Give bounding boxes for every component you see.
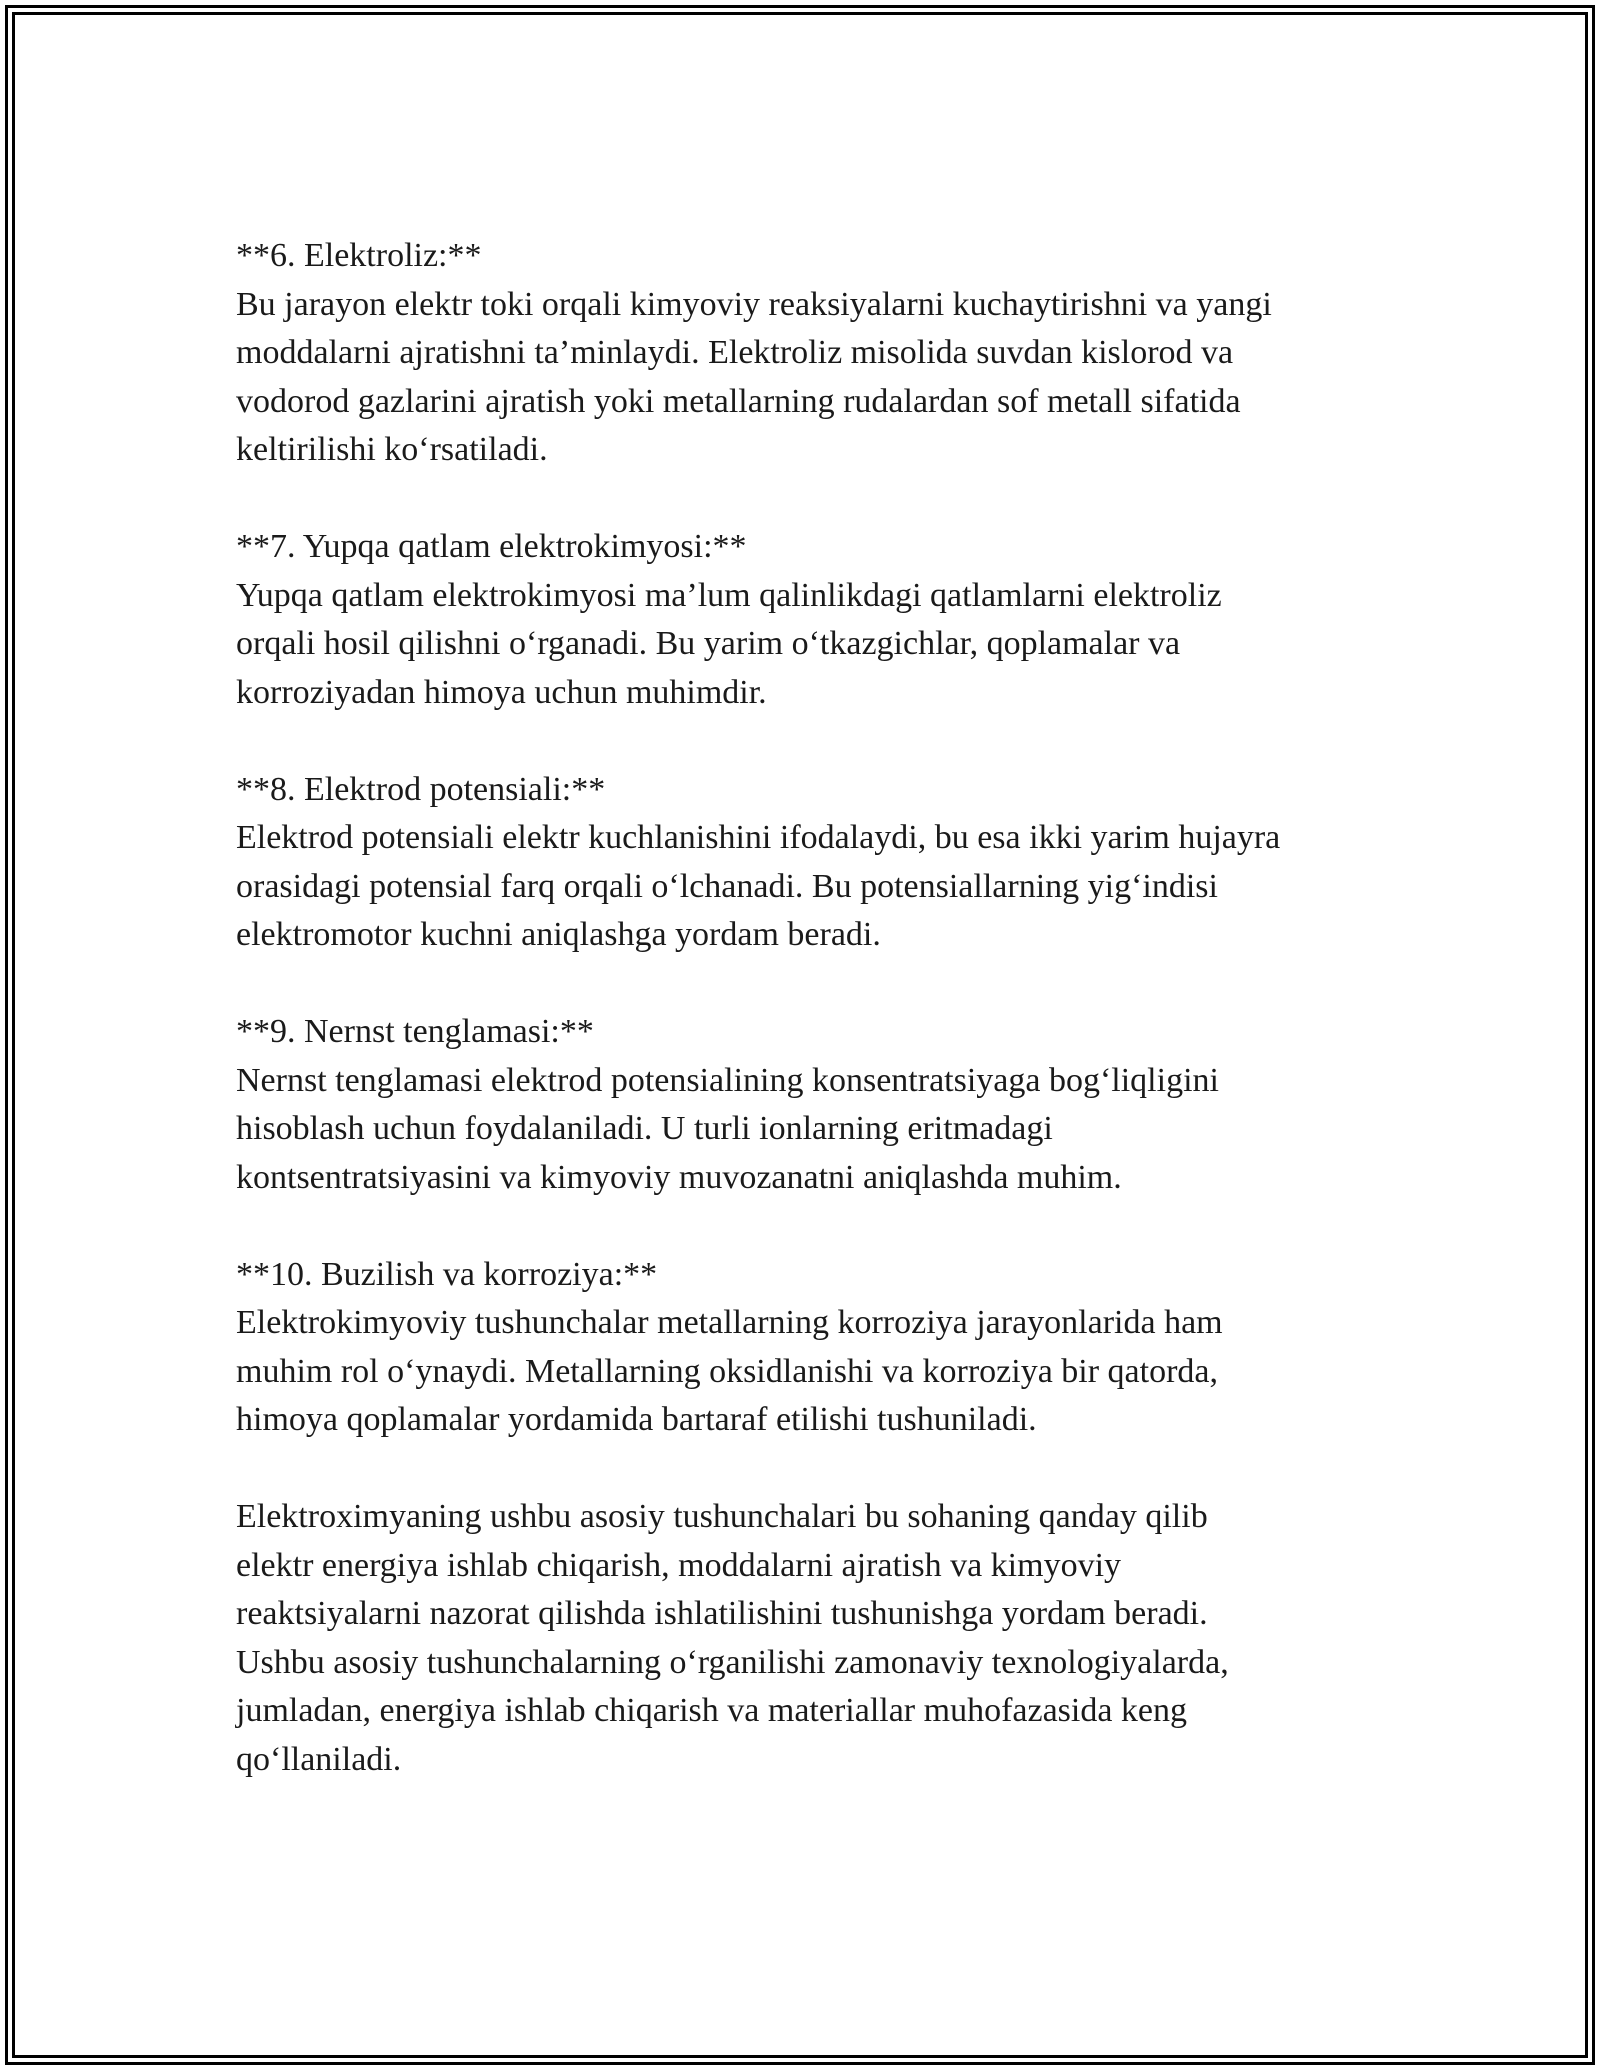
- paragraph-line: Elektrod potensiali elektr kuchlanishini ifodalaydi, bu esa ikki yarim hujayra: [236, 819, 1281, 856]
- paragraph-line: hisoblash uchun foydalaniladi. U turli ionlarning eritmadagi: [236, 1110, 1053, 1147]
- paragraph-line: qo‘llaniladi.: [236, 1740, 402, 1778]
- paragraph-line: Elektroximyaning ushbu asosiy tushunchalari bu sohaning qanday qilib: [236, 1498, 1208, 1535]
- paragraph-line: keltirilishi ko‘rsatiladi.: [236, 431, 548, 468]
- paragraph-line: kontsentratsiyasini va kimyoviy muvozanatni aniqlashda muhim.: [236, 1158, 1122, 1196]
- section-heading: **9. Nernst tenglamasi:**: [236, 1013, 594, 1050]
- conclusion-paragraph: [236, 1493, 1436, 1784]
- paragraph-line: orasidagi potensial farq orqali o‘lchanadi. Bu potensiallarning yig‘indisi: [236, 867, 1218, 905]
- paragraph-line: vodorod gazlarini ajratish yoki metallarning rudalardan sof metall sifatida: [236, 382, 1241, 420]
- section-elektrod-potensiali: [236, 766, 1436, 960]
- section-heading: **8. Elektrod potensiali:**: [236, 770, 606, 808]
- paragraph-line: Ushbu asosiy tushunchalarning o‘rganilishi zamonaviy texnologiyalarda,: [236, 1643, 1229, 1681]
- paragraph-line: muhim rol o‘ynaydi. Metallarning oksidlanishi va korroziya bir qatorda,: [236, 1352, 1218, 1390]
- paragraph-line: reaktsiyalarni nazorat qilishda ishlatilishini tushunishga yordam beradi.: [236, 1595, 1208, 1632]
- section-nernst: [236, 1008, 1436, 1202]
- section-yupqa-qatlam: [236, 523, 1436, 717]
- paragraph-line: Nernst tenglamasi elektrod potensialining konsentratsiyaga bog‘liqligini: [236, 1061, 1219, 1099]
- paragraph-line: jumladan, energiya ishlab chiqarish va materiallar muhofazasida keng: [236, 1692, 1188, 1729]
- paragraph-line: moddalarni ajratishni ta’minlaydi. Elektroliz misolida suvdan kislorod va: [236, 334, 1234, 371]
- section-korroziya: [236, 1251, 1436, 1445]
- section-heading: **10. Buzilish va korroziya:**: [236, 1255, 658, 1293]
- document-body: [236, 232, 1436, 1833]
- paragraph-line: Bu jarayon elektr toki orqali kimyoviy reaksiyalarni kuchaytirishni va yangi: [236, 285, 1272, 323]
- section-heading: **7. Yupqa qatlam elektrokimyosi:**: [236, 528, 747, 565]
- paragraph-line: Elektrokimyoviy tushunchalar metallarning korroziya jarayonlarida ham: [236, 1304, 1223, 1341]
- paragraph-line: elektromotor kuchni aniqlashga yordam beradi.: [236, 916, 881, 953]
- paragraph-line: Yupqa qatlam elektrokimyosi ma’lum qalinlikdagi qatlamlarni elektroliz: [236, 576, 1222, 614]
- paragraph-line: himoya qoplamalar yordamida bartaraf etilishi tushuniladi.: [236, 1401, 1037, 1438]
- paragraph-line: elektr energiya ishlab chiqarish, moddalarni ajratish va kimyoviy: [236, 1546, 1122, 1584]
- section-elektroliz: [236, 232, 1436, 475]
- paragraph-line: orqali hosil qilishni o‘rganadi. Bu yarim o‘tkazgichlar, qoplamalar va: [236, 625, 1181, 662]
- paragraph-line: korroziyadan himoya uchun muhimdir.: [236, 673, 767, 711]
- section-heading: **6. Elektroliz:**: [236, 237, 482, 274]
